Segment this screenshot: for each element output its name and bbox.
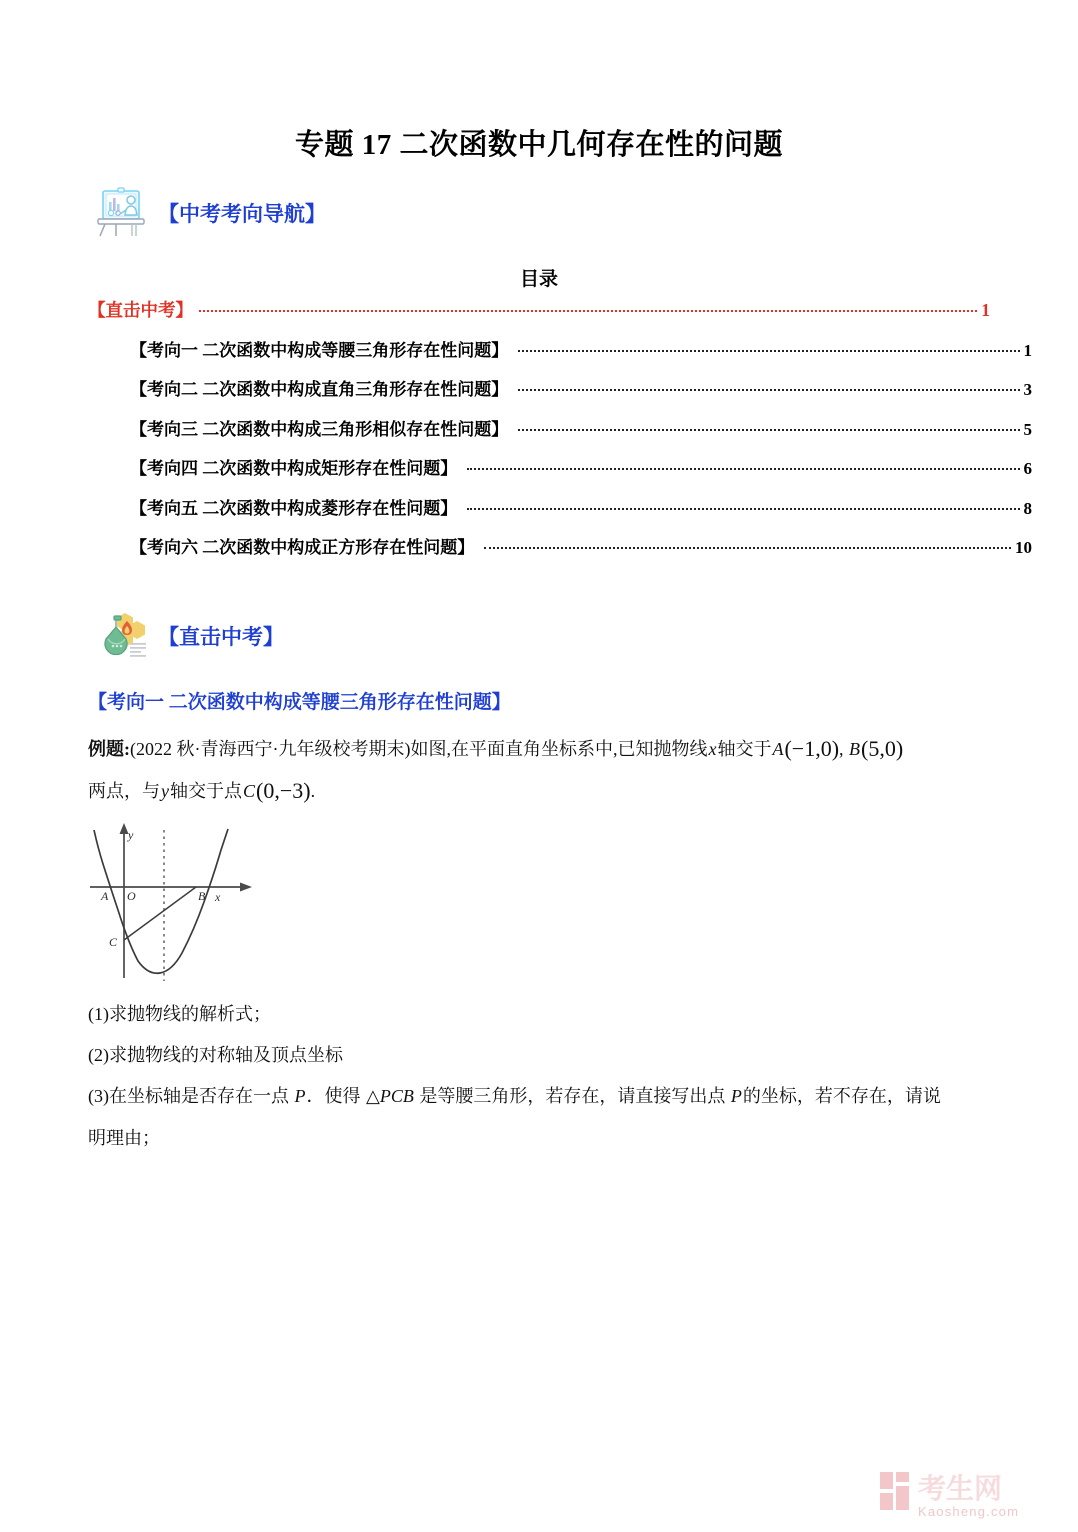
q3-text-2: ．使得 <box>306 1086 361 1106</box>
toc-entry-label: 【考向六 二次函数中构成正方形存在性问题】 <box>130 538 475 557</box>
toc-entry[interactable] <box>88 381 1032 398</box>
whiteboard-presentation-icon <box>92 184 150 242</box>
question-3 <box>88 1075 994 1159</box>
toc-entry-page: 1 <box>981 300 990 320</box>
q3-triangle-pcb: △PCB <box>366 1086 414 1106</box>
flask-hexagon-icon <box>92 607 150 665</box>
problem-text-3: 两点，与 <box>88 781 160 801</box>
toc-entry-page: 5 <box>1023 419 1032 439</box>
q3-point-p-1: P <box>294 1086 306 1106</box>
point-label-c: C <box>243 781 256 801</box>
math-var-x: x <box>708 739 717 759</box>
toc-entry-page: 3 <box>1023 380 1032 399</box>
q3-text-1: (3)在坐标轴是否存在一点 <box>88 1086 289 1106</box>
point-c-coords: (0,−3) <box>256 778 311 803</box>
toc-entry-label: 【考向一 二次函数中构成等腰三角形存在性问题】 <box>130 340 509 360</box>
table-of-contents <box>88 300 1032 579</box>
problem-lead: 例题: <box>88 739 130 759</box>
zhiji-section-label: 【直击中考】 <box>158 625 284 649</box>
svg-text:x: x <box>215 890 221 904</box>
toc-entry[interactable] <box>88 539 1032 556</box>
watermark-cn-text: 考生网 <box>918 1474 1003 1505</box>
toc-entry-page: 1 <box>1023 340 1032 360</box>
toc-heading: 目录 <box>519 269 558 290</box>
svg-text:O: O <box>127 889 136 903</box>
problem-period: . <box>310 781 316 801</box>
toc-entry[interactable] <box>88 421 1032 438</box>
toc-entry[interactable] <box>88 302 990 320</box>
toc-entry-label: 【考向二 二次函数中构成直角三角形存在性问题】 <box>130 380 509 399</box>
toc-leader-dots <box>467 507 1019 510</box>
toc-entry-label: 【考向五 二次函数中构成菱形存在性问题】 <box>130 498 458 518</box>
problem-statement-line1 <box>88 728 994 770</box>
toc-leader-dots <box>199 309 977 312</box>
question-2: (2)求抛物线的对称轴及顶点坐标 <box>88 1045 343 1065</box>
problem-statement-line2 <box>88 770 708 812</box>
toc-entry[interactable] <box>88 460 1032 477</box>
point-a-coords: (−1,0) <box>784 736 840 761</box>
toc-entry-page: 10 <box>1015 538 1032 557</box>
toc-entry-label: 【考向三 二次函数中构成三角形相似存在性问题】 <box>130 419 509 439</box>
q3-point-p-2: P <box>730 1086 742 1106</box>
problem-text-1: 如图,在平面直角坐标系中,已知抛物线 <box>410 739 708 759</box>
nav-section-label: 【中考考向导航】 <box>158 202 326 226</box>
problem-text-4: 轴交于点 <box>170 781 242 801</box>
svg-text:C: C <box>109 935 118 949</box>
toc-entry-page: 8 <box>1023 498 1032 518</box>
problem-comma: , <box>839 739 844 759</box>
point-label-b: B <box>849 739 861 759</box>
svg-text:y: y <box>128 828 134 842</box>
toc-entry-page: 6 <box>1023 459 1032 478</box>
svg-text:B: B <box>198 889 206 903</box>
toc-entry-label: 【直击中考】 <box>88 300 193 320</box>
toc-leader-dots <box>484 546 1011 549</box>
problem-source: (2022 秋·青海西宁·九年级校考期末) <box>130 739 411 759</box>
page-title: 专题 17 二次函数中几何存在性的问题 <box>294 129 783 161</box>
point-label-a: A <box>772 739 784 759</box>
q3-text-3: 是等腰三角形，若存在，请直接写出点 <box>419 1086 726 1106</box>
toc-leader-dots <box>518 388 1019 391</box>
watermark <box>878 1468 1050 1526</box>
watermark-en-text: Kaosheng.com <box>918 1504 1020 1519</box>
toc-leader-dots <box>467 467 1019 470</box>
svg-text:A: A <box>101 889 109 903</box>
parabola-coordinate-figure <box>82 818 262 990</box>
kaoxiang-heading: 【考向一 二次函数中构成等腰三角形存在性问题】 <box>88 692 511 713</box>
question-1: (1)求抛物线的解析式； <box>88 1004 271 1024</box>
zhiji-section-heading <box>92 607 284 665</box>
toc-leader-dots <box>518 349 1019 352</box>
problem-text-2: 轴交于 <box>717 739 772 759</box>
nav-section-heading <box>92 184 326 242</box>
q3-text-5: 明理由； <box>88 1128 160 1148</box>
point-b-coords: (5,0) <box>861 736 904 761</box>
toc-entry[interactable] <box>88 500 1032 517</box>
q3-text-4: 的坐标，若不存在，请说 <box>742 1086 941 1106</box>
toc-entry[interactable] <box>88 342 1032 359</box>
toc-entry-label: 【考向四 二次函数中构成矩形存在性问题】 <box>130 459 458 478</box>
math-var-y: y <box>161 781 169 801</box>
toc-leader-dots <box>518 428 1019 431</box>
